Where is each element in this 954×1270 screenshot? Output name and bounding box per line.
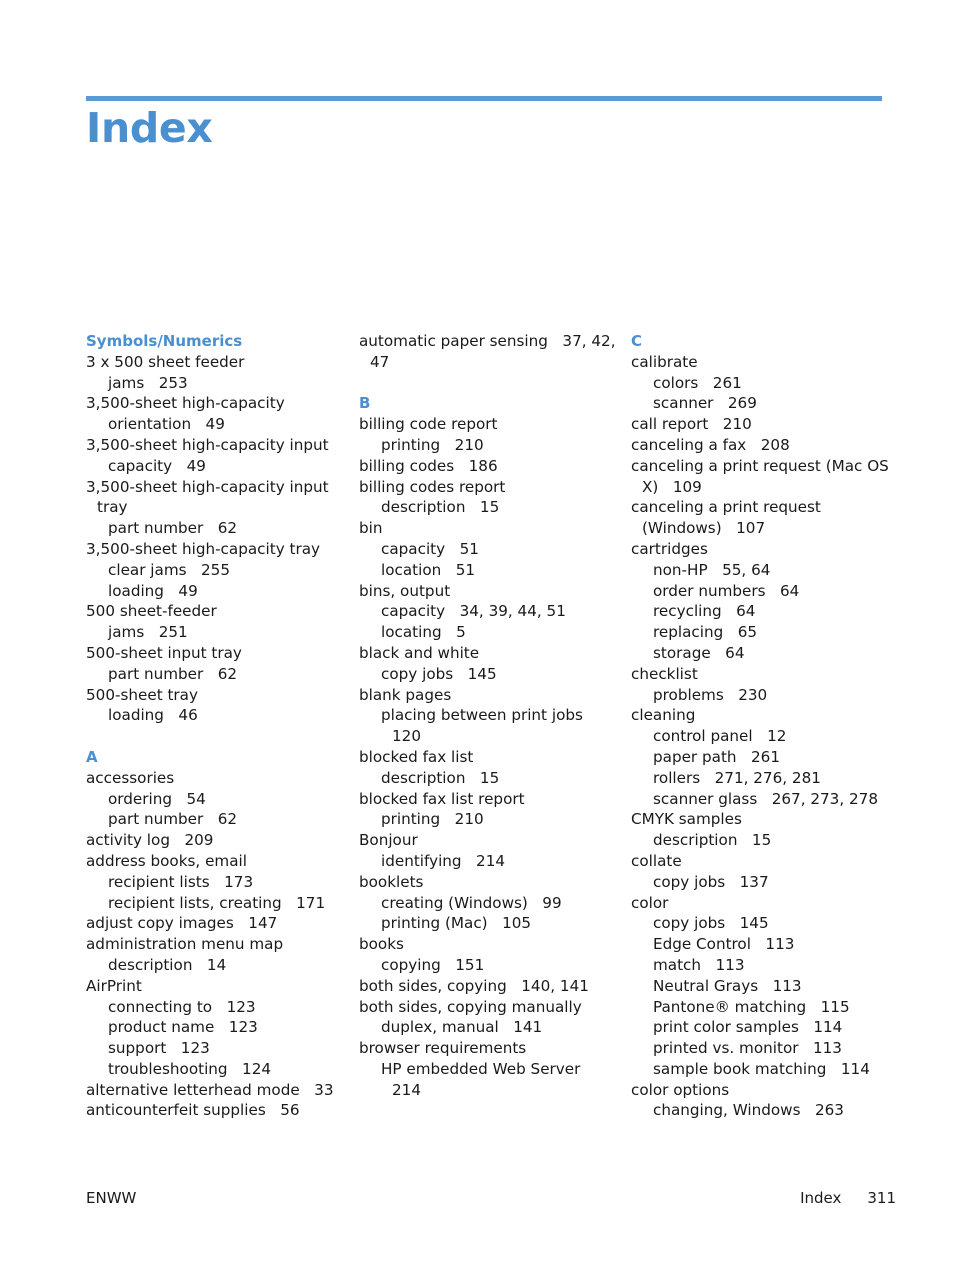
index-subentry: jams 253 <box>108 373 188 392</box>
section-spacer <box>359 373 624 394</box>
index-subentry: recipient lists, creating 171 <box>108 893 326 912</box>
index-subentry: part number 62 <box>108 519 238 538</box>
index-entry: canceling a print request (Mac OS <box>631 456 889 475</box>
index-subentry: printing (Mac) 105 <box>381 914 532 933</box>
index-subentry: HP embedded Web Server <box>381 1059 581 1078</box>
index-subentry: 120 <box>392 727 421 746</box>
index-subentry: changing, Windows 263 <box>653 1101 844 1120</box>
index-subentry: printing 210 <box>381 810 484 829</box>
index-subentry: part number 62 <box>108 664 238 683</box>
index-entry: cartridges <box>631 539 708 558</box>
page-title: Index <box>86 104 213 152</box>
footer-section: Index <box>800 1189 842 1207</box>
index-subentry: recipient lists 173 <box>108 872 254 891</box>
index-subentry: orientation 49 <box>108 415 225 434</box>
index-entry: collate <box>631 851 682 870</box>
index-subentry: colors 261 <box>653 373 742 392</box>
index-column-3 <box>631 331 896 1121</box>
index-subentry: copy jobs 145 <box>381 664 497 683</box>
index-entry: blank pages <box>359 685 452 704</box>
index-entry: billing codes report <box>359 477 506 496</box>
index-entry: browser requirements <box>359 1039 527 1058</box>
index-subentry: ordering 54 <box>108 789 206 808</box>
index-subentry: location 51 <box>381 560 476 579</box>
index-entry: AirPrint <box>86 976 142 995</box>
index-subentry: clear jams 255 <box>108 560 230 579</box>
index-entry: color <box>631 893 669 912</box>
index-subentry: capacity 34, 39, 44, 51 <box>381 602 566 621</box>
index-entry: 3,500-sheet high-capacity tray <box>86 539 320 558</box>
index-entry: bin <box>359 519 383 538</box>
index-entry: 3,500-sheet high-capacity <box>86 394 285 413</box>
index-entry: checklist <box>631 664 698 683</box>
index-entry: blocked fax list report <box>359 789 525 808</box>
index-entry: alternative letterhead mode 33 <box>86 1080 334 1099</box>
index-subentry: 214 <box>392 1080 421 1099</box>
index-entry: address books, email <box>86 851 247 870</box>
index-entry: billing codes 186 <box>359 456 498 475</box>
page-number: 311 <box>867 1189 896 1207</box>
index-entry: 500-sheet tray <box>86 685 198 704</box>
index-subentry: troubleshooting 124 <box>108 1059 272 1078</box>
index-subentry: description 15 <box>653 831 772 850</box>
index-subentry: Neutral Grays 113 <box>653 976 802 995</box>
index-subentry: tray <box>97 498 128 517</box>
index-entry: automatic paper sensing 37, 42, <box>359 332 616 350</box>
index-entry: color options <box>631 1080 730 1099</box>
index-subentry: support 123 <box>108 1039 210 1058</box>
index-subentry: scanner glass 267, 273, 278 <box>653 789 878 808</box>
index-subentry: identifying 214 <box>381 851 506 870</box>
index-subentry: replacing 65 <box>653 623 758 642</box>
index-entry: 500-sheet input tray <box>86 643 242 662</box>
index-subentry: description 15 <box>381 768 500 787</box>
index-subentry: locating 5 <box>381 623 466 642</box>
index-subentry: product name 123 <box>108 1018 258 1037</box>
index-subentry: scanner 269 <box>653 394 757 413</box>
index-entry: black and white <box>359 643 480 662</box>
index-subentry: placing between print jobs <box>381 706 583 725</box>
index-subentry: description 15 <box>381 498 500 517</box>
index-subentry: order numbers 64 <box>653 581 800 600</box>
index-entry: 3 x 500 sheet feeder <box>86 352 245 371</box>
index-subentry: loading 49 <box>108 581 198 600</box>
index-entry: blocked fax list <box>359 747 474 766</box>
index-entry: anticounterfeit supplies 56 <box>86 1101 300 1120</box>
index-subentry: rollers 271, 276, 281 <box>653 768 821 787</box>
index-entry: canceling a print request <box>631 498 821 517</box>
index-entry: books <box>359 935 404 954</box>
index-entry: 3,500-sheet high-capacity input <box>86 435 329 454</box>
index-entry: canceling a fax 208 <box>631 435 790 454</box>
index-column-2 <box>359 331 624 1100</box>
index-subentry: copy jobs 137 <box>653 872 769 891</box>
index-subentry: problems 230 <box>653 685 768 704</box>
index-subentry: Pantone® matching 115 <box>653 997 850 1016</box>
index-subentry: storage 64 <box>653 643 745 662</box>
index-subentry: X) 109 <box>642 477 702 496</box>
index-subentry: recycling 64 <box>653 602 756 621</box>
index-subentry: loading 46 <box>108 706 198 725</box>
index-column-1 <box>86 331 351 1121</box>
index-subentry: 47 <box>370 352 390 371</box>
header-rule <box>86 96 882 101</box>
index-subentry: part number 62 <box>108 810 238 829</box>
index-entry: adjust copy images 147 <box>86 914 278 933</box>
index-subentry: printed vs. monitor 113 <box>653 1039 842 1058</box>
index-subentry: print color samples 114 <box>653 1018 843 1037</box>
index-subentry: printing 210 <box>381 435 484 454</box>
index-section-heading: Symbols/Numerics <box>86 332 243 350</box>
index-entry: 500 sheet-feeder <box>86 602 217 621</box>
index-subentry: creating (Windows) 99 <box>381 893 562 912</box>
index-entry: both sides, copying manually <box>359 997 582 1016</box>
index-subentry: match 113 <box>653 955 745 974</box>
index-subentry: non-HP 55, 64 <box>653 560 771 579</box>
index-subentry: paper path 261 <box>653 747 781 766</box>
index-entry: billing code report <box>359 415 498 434</box>
index-subentry: capacity 49 <box>108 456 206 475</box>
index-subentry: Edge Control 113 <box>653 935 795 954</box>
index-entry: 3,500-sheet high-capacity input <box>86 477 329 496</box>
index-entry: bins, output <box>359 581 451 600</box>
index-entry: cleaning <box>631 706 696 725</box>
index-subentry: description 14 <box>108 955 227 974</box>
index-subentry: connecting to 123 <box>108 997 256 1016</box>
index-subentry: capacity 51 <box>381 539 479 558</box>
index-entry: call report 210 <box>631 415 752 434</box>
index-subentry: control panel 12 <box>653 727 787 746</box>
index-entry: CMYK samples <box>631 810 742 829</box>
index-section-heading: C <box>631 332 643 350</box>
index-section-heading: B <box>359 394 371 413</box>
index-subentry: jams 251 <box>108 623 188 642</box>
section-spacer <box>86 726 351 747</box>
index-subentry: copy jobs 145 <box>653 914 769 933</box>
footer-right <box>800 1189 896 1207</box>
index-entry: administration menu map <box>86 935 284 954</box>
index-entry: calibrate <box>631 352 698 371</box>
index-subentry: (Windows) 107 <box>642 519 766 538</box>
index-subentry: sample book matching 114 <box>653 1059 870 1078</box>
index-entry: booklets <box>359 872 424 891</box>
index-entry: activity log 209 <box>86 831 214 850</box>
index-subentry: duplex, manual 141 <box>381 1018 543 1037</box>
index-section-heading: A <box>86 747 98 766</box>
index-subentry: copying 151 <box>381 955 485 974</box>
footer-left: ENWW <box>86 1189 137 1207</box>
index-entry: accessories <box>86 768 175 787</box>
index-entry: Bonjour <box>359 831 418 850</box>
index-entry: both sides, copying 140, 141 <box>359 976 589 995</box>
